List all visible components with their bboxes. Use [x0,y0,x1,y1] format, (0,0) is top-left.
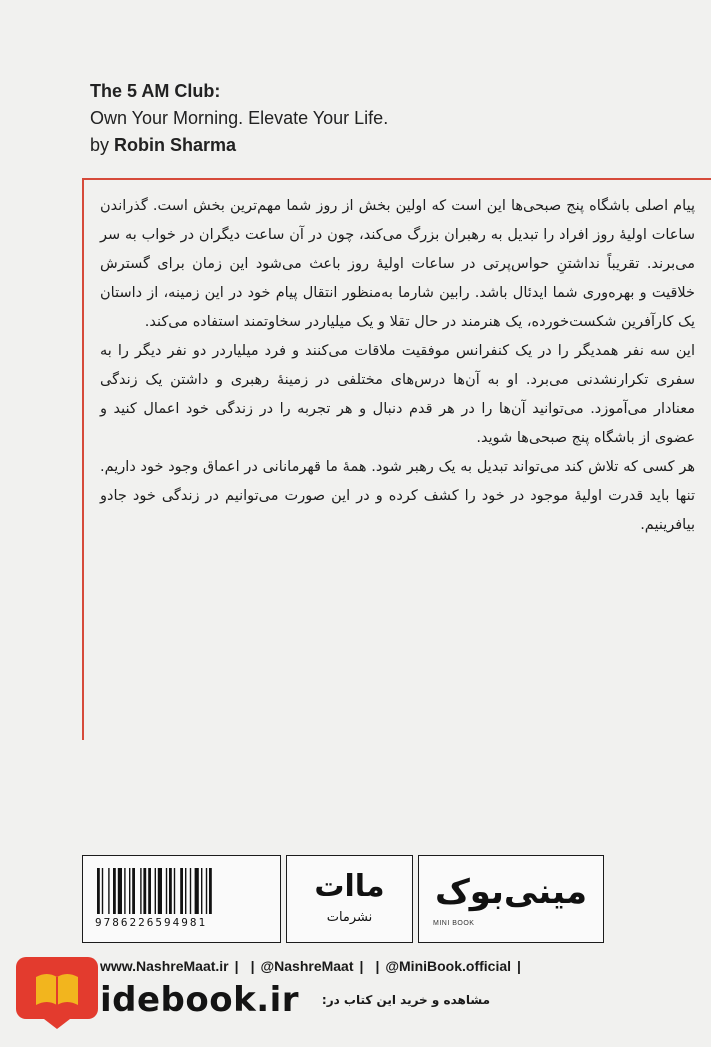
barcode-bar [190,868,191,914]
barcode-bar [140,868,141,914]
maat-logo: ماات [314,869,385,904]
blurb-paragraph-1: پیام اصلی باشگاه پنج صبحی‌ها این است که اولین بخش از روز شما مهم‌ترین بخش است. گذراندن ساعات اولیهٔ روز افراد را تبدیل به رهبران بزرگ می‌کند، چون در آن ساعت دیگران در خواب به سر می‌برند. تقریباً نداشتنِ حواس‌پرتی در ساعات اولیهٔ روز باعث می‌شود این زمان برای گسترش خلاقیت و بهره‌وری شما ایدئال باشد. رابین شارما به‌منظور انتقال پیام خود در این زمینه، از داستان یک کارآفرین شکست‌خورده، یک هنرمند در حال تقلا و یک میلیاردر سخاوتمند استفاده می‌کند. [100,198,695,330]
separator: | [375,958,380,974]
persian-blurb [100,192,695,540]
barcode-bar [158,868,162,914]
minibook-caption: MINI BOOK [433,920,475,927]
barcode-bar [166,868,167,914]
publisher-badges [82,855,615,945]
instagram-maat-link[interactable]: @NashreMaat [260,958,354,974]
book-subtitle: Own Your Morning. Elevate Your Life. [90,108,389,128]
book-title-block [90,78,510,159]
watermark-brand[interactable]: idebook.ir [100,980,300,1020]
isbn-number: 9786226594981 [95,916,208,929]
maat-subtitle: نشرمات [326,910,373,925]
book-title: The 5 AM Club: [90,81,221,101]
contact-bar [100,955,625,977]
barcode-box [82,855,281,943]
barcode-bar [155,868,156,914]
separator: | [517,958,521,974]
minibook-logo: مینی‌بوک [434,872,588,912]
separator: | [250,958,255,974]
barcode-bar [206,868,207,914]
minibook-publisher-box [418,855,604,943]
barcode-bar [185,868,186,914]
barcode-bar [148,868,151,914]
barcode-bar [169,868,172,914]
barcode-bar [132,868,135,914]
barcode-bar [195,868,199,914]
barcode-bar [118,868,122,914]
watermark-book-icon [14,955,100,1029]
barcode-icon [95,868,267,914]
watermark-tagline: مشاهده و خرید این کتاب در: [321,993,490,1007]
book-author-line [90,132,510,159]
barcode-bar [97,868,100,914]
blurb-paragraph-2: این سه نفر همدیگر را در یک کنفرانس موفقیت ملاقات می‌کنند و فرد میلیاردر دو نفر دیگر را به سفری تکرارنشدنی می‌برد. او به آن‌ها درس‌های مختلفی در زمینهٔ رهبری و داشتن یک زندگی معنادار می‌آموزد. می‌توانید آن‌ها را در هر قدم دنبال و هر تجربه را در زندگی خود اعمال کنید و عضوی از باشگاه پنج صبحی‌ها شوید. [100,343,695,446]
barcode-bar [124,868,125,914]
barcode-bar [129,868,130,914]
blurb-paragraph-3: هر کسی که تلاش کند می‌تواند تبدیل به یک رهبر شود. همهٔ ما قهرمانانی در اعماق وجود خود داریم. تنها باید قدرت اولیهٔ موجود در خود را کشف کرده و در این صورت می‌توانیم در زندگی خود جادو بیافرینیم. [100,459,695,533]
barcode-bar [108,868,109,914]
by-label: by [90,135,115,155]
separator: | [359,958,364,974]
separator: | [234,958,239,974]
barcode-bar [113,868,116,914]
instagram-minibook-link[interactable]: @MiniBook.official [385,958,512,974]
website-link[interactable]: www.NashreMaat.ir [100,958,229,974]
barcode-bar [143,868,146,914]
author-name: Robin Sharma [114,135,237,155]
barcode-bar [174,868,175,914]
barcode-bar [209,868,212,914]
maat-publisher-box [286,855,413,943]
barcode-bar [102,868,103,914]
barcode-bar [201,868,202,914]
barcode-bar [180,868,183,914]
